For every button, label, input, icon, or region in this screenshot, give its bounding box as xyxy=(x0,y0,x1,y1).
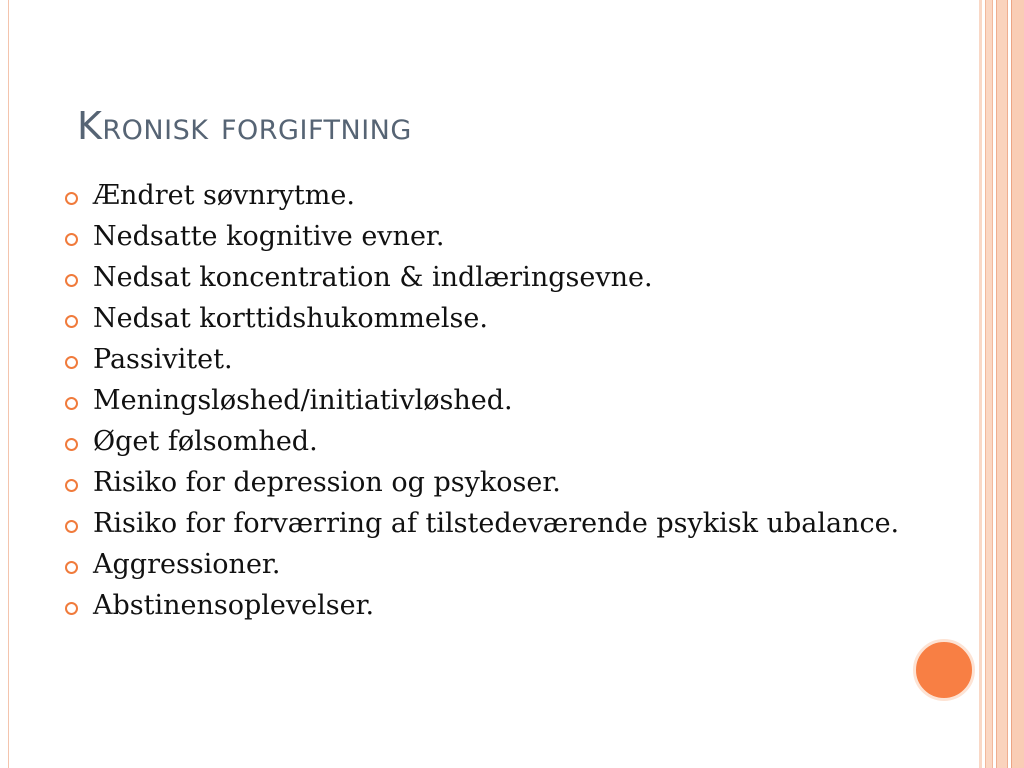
slide-title: Kronisk forgiftning xyxy=(77,104,412,148)
accent-circle-icon xyxy=(913,639,975,701)
decorative-stripe xyxy=(996,0,1008,768)
decorative-stripe xyxy=(985,0,993,768)
bullet-text: Meningsløshed/initiativløshed. xyxy=(93,385,513,416)
list-item xyxy=(64,385,944,417)
bullet-circle-icon xyxy=(65,561,78,574)
bullet-text: Risiko for depression og psykoser. xyxy=(93,467,561,498)
list-item xyxy=(64,590,944,622)
bullet-text: Risiko for forværring af tilstedeværende psykisk ubalance. xyxy=(93,508,900,539)
bullet-text: Ændret søvnrytme. xyxy=(93,180,355,211)
bullet-circle-icon xyxy=(65,520,78,533)
bullet-text: Nedsatte kognitive evner. xyxy=(93,221,445,252)
bullet-text: Nedsat korttidshukommelse. xyxy=(93,303,488,334)
decorative-stripe xyxy=(979,0,982,768)
list-item xyxy=(64,303,944,335)
bullet-circle-icon xyxy=(65,356,78,369)
decorative-stripe xyxy=(1011,0,1024,768)
list-item xyxy=(64,467,944,499)
list-item xyxy=(64,508,944,540)
bullet-text: Øget følsomhed. xyxy=(93,426,318,457)
bullet-text: Nedsat koncentration & indlæringsevne. xyxy=(93,262,653,293)
bullet-list xyxy=(64,180,944,631)
bullet-circle-icon xyxy=(65,192,78,205)
bullet-circle-icon xyxy=(65,438,78,451)
bullet-text: Aggressioner. xyxy=(93,549,281,580)
bullet-circle-icon xyxy=(65,315,78,328)
list-item xyxy=(64,180,944,212)
bullet-circle-icon xyxy=(65,479,78,492)
bullet-circle-icon xyxy=(65,602,78,615)
list-item xyxy=(64,344,944,376)
bullet-text: Abstinensoplevelser. xyxy=(93,590,375,621)
bullet-text: Passivitet. xyxy=(93,344,233,375)
bullet-circle-icon xyxy=(65,233,78,246)
list-item xyxy=(64,549,944,581)
bullet-circle-icon xyxy=(65,397,78,410)
bullet-circle-icon xyxy=(65,274,78,287)
list-item xyxy=(64,426,944,458)
list-item xyxy=(64,262,944,294)
list-item xyxy=(64,221,944,253)
